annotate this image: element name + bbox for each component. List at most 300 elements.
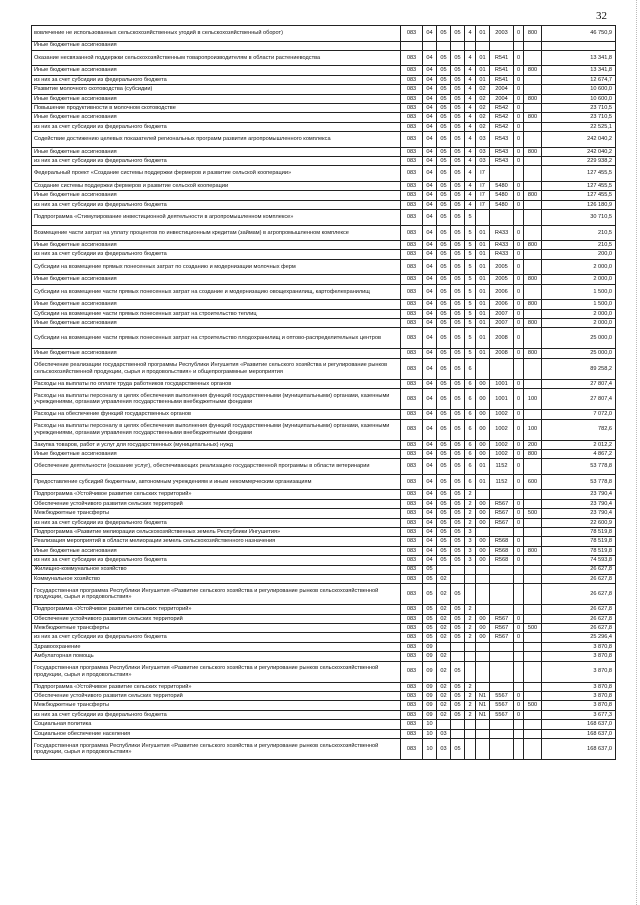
subprogram-code-cell [465, 584, 476, 605]
subsection-code-cell: 05 [437, 527, 451, 536]
extra-code-cell: 0 [514, 379, 524, 388]
ministry-code-cell: 083 [401, 710, 423, 719]
program-code-cell: 05 [451, 614, 465, 623]
subsection-code-cell: 02 [437, 661, 451, 682]
section-code-cell: 04 [423, 75, 437, 84]
direction-code-cell: 5567 [490, 692, 514, 701]
ministry-code-cell: 083 [401, 509, 423, 518]
section-code-cell: 10 [423, 729, 437, 738]
row-name-cell: из них за счет субсидии из федерального бюджета [32, 75, 401, 84]
event-code-cell [476, 527, 490, 536]
section-code-cell: 09 [423, 682, 437, 691]
section-code-cell: 04 [423, 157, 437, 166]
table-row [32, 720, 616, 729]
subsection-code-cell: 05 [437, 275, 451, 284]
table-row [32, 85, 616, 94]
ministry-code-cell: 083 [401, 275, 423, 284]
direction-code-cell: 1002 [490, 449, 514, 458]
subsection-code-cell: 02 [437, 574, 451, 583]
amount-cell: 53 778,8 [542, 459, 616, 475]
expense-type-cell [524, 729, 542, 738]
subprogram-code-cell [465, 41, 476, 50]
subprogram-code-cell: 5 [465, 210, 476, 226]
event-code-cell: 03 [476, 132, 490, 148]
section-code-cell: 04 [423, 250, 437, 259]
expense-type-cell [524, 499, 542, 508]
table-row [32, 157, 616, 166]
program-code-cell: 05 [451, 738, 465, 759]
event-code-cell [476, 738, 490, 759]
ministry-code-cell: 083 [401, 241, 423, 250]
row-name-cell: Коммунальное хозяйство [32, 574, 401, 583]
expense-type-cell [524, 122, 542, 131]
ministry-code-cell: 083 [401, 358, 423, 379]
event-code-cell: 00 [476, 546, 490, 555]
section-code-cell: 05 [423, 624, 437, 633]
ministry-code-cell: 083 [401, 720, 423, 729]
subsection-code-cell: 05 [437, 191, 451, 200]
row-name-cell: Иные бюджетные ассигнования [32, 319, 401, 328]
section-code-cell: 04 [423, 556, 437, 565]
extra-code-cell [514, 642, 524, 651]
section-code-cell: 04 [423, 474, 437, 490]
ministry-code-cell: 083 [401, 701, 423, 710]
table-row [32, 166, 616, 182]
direction-code-cell: 1152 [490, 474, 514, 490]
extra-code-cell: 0 [514, 440, 524, 449]
extra-code-cell: 0 [514, 75, 524, 84]
subprogram-code-cell: 3 [465, 527, 476, 536]
table-row [32, 490, 616, 499]
ministry-code-cell: 083 [401, 499, 423, 508]
amount-cell: 23 710,5 [542, 113, 616, 122]
ministry-code-cell: 083 [401, 440, 423, 449]
extra-code-cell: 0 [514, 633, 524, 642]
event-code-cell: 01 [476, 328, 490, 349]
program-code-cell: 05 [451, 132, 465, 148]
row-name-cell: из них за счет субсидии из федерального бюджета [32, 518, 401, 527]
event-code-cell: I7 [476, 166, 490, 182]
subsection-code-cell: 05 [437, 75, 451, 84]
table-row [32, 633, 616, 642]
program-code-cell: 05 [451, 147, 465, 156]
extra-code-cell: 0 [514, 389, 524, 410]
expense-type-cell [524, 157, 542, 166]
program-code-cell: 05 [451, 490, 465, 499]
event-code-cell: 01 [476, 284, 490, 300]
subsection-code-cell: 05 [437, 210, 451, 226]
direction-code-cell: 5480 [490, 181, 514, 190]
ministry-code-cell: 083 [401, 633, 423, 642]
amount-cell [542, 41, 616, 50]
table-row [32, 328, 616, 349]
expense-type-cell: 800 [524, 113, 542, 122]
event-code-cell: N1 [476, 692, 490, 701]
expense-type-cell [524, 132, 542, 148]
event-code-cell: 00 [476, 379, 490, 388]
row-name-cell: Иные бюджетные ассигнования [32, 449, 401, 458]
event-code-cell: 00 [476, 537, 490, 546]
subsection-code-cell: 05 [437, 166, 451, 182]
ministry-code-cell: 083 [401, 624, 423, 633]
amount-cell: 2 000,0 [542, 259, 616, 275]
program-code-cell [451, 729, 465, 738]
event-code-cell: 01 [476, 349, 490, 358]
direction-code-cell: 2008 [490, 349, 514, 358]
amount-cell: 127 455,5 [542, 181, 616, 190]
expense-type-cell [524, 379, 542, 388]
section-code-cell: 09 [423, 692, 437, 701]
section-code-cell: 04 [423, 349, 437, 358]
subprogram-code-cell: 4 [465, 103, 476, 112]
direction-code-cell [490, 358, 514, 379]
row-name-cell: Государственная программа Республики Ингушетия «Развитие сельского хозяйства и регулирование рынков сельскохозяйственной продукции, сырья и продовольствия» [32, 738, 401, 759]
subsection-code-cell: 05 [437, 66, 451, 75]
amount-cell: 78 519,8 [542, 537, 616, 546]
row-name-cell: из них за счет субсидии из федерального бюджета [32, 633, 401, 642]
subsection-code-cell: 05 [437, 410, 451, 419]
amount-cell: 78 519,8 [542, 546, 616, 555]
event-code-cell: 01 [476, 75, 490, 84]
table-row [32, 624, 616, 633]
expense-type-cell: 500 [524, 701, 542, 710]
extra-code-cell: 0 [514, 50, 524, 66]
table-row [32, 605, 616, 614]
event-code-cell: 00 [476, 556, 490, 565]
expense-type-cell [524, 537, 542, 546]
subprogram-code-cell: 5 [465, 284, 476, 300]
row-name-cell: Иные бюджетные ассигнования [32, 41, 401, 50]
amount-cell: 3 870,8 [542, 652, 616, 661]
row-name-cell: Расходы на выплаты по оплате труда работников государственных органов [32, 379, 401, 388]
expense-type-cell [524, 309, 542, 318]
section-code-cell: 04 [423, 499, 437, 508]
table-row [32, 259, 616, 275]
table-row [32, 710, 616, 719]
table-row [32, 94, 616, 103]
section-code-cell: 04 [423, 103, 437, 112]
expense-type-cell: 800 [524, 94, 542, 103]
event-code-cell [476, 210, 490, 226]
subsection-code-cell: 05 [437, 474, 451, 490]
subprogram-code-cell [465, 652, 476, 661]
row-name-cell: Иные бюджетные ассигнования [32, 300, 401, 309]
table-row [32, 358, 616, 379]
subprogram-code-cell: 3 [465, 546, 476, 555]
direction-code-cell: 2004 [490, 94, 514, 103]
subsection-code-cell: 05 [437, 50, 451, 66]
amount-cell: 26 627,8 [542, 614, 616, 623]
subsection-code-cell: 05 [437, 449, 451, 458]
subprogram-code-cell: 2 [465, 499, 476, 508]
expense-type-cell [524, 50, 542, 66]
subprogram-code-cell: 6 [465, 440, 476, 449]
expense-type-cell: 100 [524, 389, 542, 410]
section-code-cell: 04 [423, 328, 437, 349]
direction-code-cell: 2006 [490, 284, 514, 300]
subsection-code-cell: 05 [437, 250, 451, 259]
table-row [32, 122, 616, 131]
event-code-cell: 01 [476, 319, 490, 328]
table-row [32, 527, 616, 536]
direction-code-cell [490, 720, 514, 729]
direction-code-cell: 2007 [490, 319, 514, 328]
expense-type-cell [524, 682, 542, 691]
extra-code-cell: 0 [514, 556, 524, 565]
subprogram-code-cell: 5 [465, 225, 476, 241]
subsection-code-cell: 05 [437, 309, 451, 318]
subprogram-code-cell: 5 [465, 250, 476, 259]
extra-code-cell: 0 [514, 147, 524, 156]
extra-code-cell: 0 [514, 546, 524, 555]
event-code-cell [476, 652, 490, 661]
amount-cell: 126 180,9 [542, 200, 616, 209]
extra-code-cell: 0 [514, 200, 524, 209]
event-code-cell: I7 [476, 191, 490, 200]
program-code-cell: 05 [451, 499, 465, 508]
ministry-code-cell: 083 [401, 652, 423, 661]
subprogram-code-cell: 5 [465, 275, 476, 284]
section-code-cell: 04 [423, 181, 437, 190]
expense-type-cell: 800 [524, 26, 542, 42]
extra-code-cell: 0 [514, 410, 524, 419]
extra-code-cell: 0 [514, 692, 524, 701]
row-name-cell: из них за счет субсидии из федерального бюджета [32, 710, 401, 719]
section-code-cell: 04 [423, 389, 437, 410]
expense-type-cell [524, 565, 542, 574]
subprogram-code-cell: 6 [465, 389, 476, 410]
ministry-code-cell: 083 [401, 181, 423, 190]
row-name-cell: Содействие достижению целевых показателей региональных программ развития агропромышленного комплекса [32, 132, 401, 148]
direction-code-cell: 1001 [490, 379, 514, 388]
expense-type-cell [524, 642, 542, 651]
ministry-code-cell: 083 [401, 75, 423, 84]
program-code-cell: 05 [451, 328, 465, 349]
direction-code-cell: 1002 [490, 419, 514, 440]
row-name-cell: из них за счет субсидии из федерального бюджета [32, 556, 401, 565]
direction-code-cell: 2008 [490, 328, 514, 349]
event-code-cell: 01 [476, 250, 490, 259]
extra-code-cell: 0 [514, 624, 524, 633]
table-row [32, 509, 616, 518]
subsection-code-cell: 05 [437, 157, 451, 166]
amount-cell: 10 600,0 [542, 85, 616, 94]
table-row [32, 66, 616, 75]
table-row [32, 225, 616, 241]
subprogram-code-cell: 2 [465, 701, 476, 710]
section-code-cell: 04 [423, 284, 437, 300]
subprogram-code-cell: 6 [465, 379, 476, 388]
extra-code-cell: 0 [514, 614, 524, 623]
expense-type-cell [524, 259, 542, 275]
table-row [32, 103, 616, 112]
direction-code-cell: 1152 [490, 459, 514, 475]
amount-cell: 3 870,8 [542, 692, 616, 701]
extra-code-cell: 0 [514, 132, 524, 148]
row-name-cell: Возмещение части затрат на уплату процентов по инвестиционным кредитам (займам) в агропромышленном комплексе [32, 225, 401, 241]
ministry-code-cell: 083 [401, 546, 423, 555]
table-row [32, 652, 616, 661]
program-code-cell: 05 [451, 26, 465, 42]
extra-code-cell [514, 729, 524, 738]
table-row [32, 41, 616, 50]
subsection-code-cell: 05 [437, 94, 451, 103]
direction-code-cell [490, 565, 514, 574]
program-code-cell: 05 [451, 85, 465, 94]
event-code-cell: 01 [476, 241, 490, 250]
table-row [32, 556, 616, 565]
event-code-cell: 00 [476, 440, 490, 449]
row-name-cell: из них за счет субсидии из федерального бюджета [32, 122, 401, 131]
event-code-cell: 01 [476, 474, 490, 490]
amount-cell: 1 500,0 [542, 300, 616, 309]
row-name-cell: из них за счет субсидии из федерального бюджета [32, 250, 401, 259]
section-code-cell: 04 [423, 191, 437, 200]
subsection-code-cell: 02 [437, 701, 451, 710]
expense-type-cell: 800 [524, 191, 542, 200]
row-name-cell: Подпрограмма «Развитие мелиорации сельскохозяйственных земель Республики Ингушетия» [32, 527, 401, 536]
program-code-cell: 05 [451, 113, 465, 122]
section-code-cell: 04 [423, 490, 437, 499]
extra-code-cell: 0 [514, 349, 524, 358]
row-name-cell: из них за счет субсидии из федерального бюджета [32, 200, 401, 209]
subsection-code-cell: 05 [437, 358, 451, 379]
subsection-code-cell: 02 [437, 605, 451, 614]
subsection-code-cell: 05 [437, 459, 451, 475]
extra-code-cell: 0 [514, 710, 524, 719]
table-row [32, 132, 616, 148]
subsection-code-cell [437, 41, 451, 50]
ministry-code-cell: 083 [401, 661, 423, 682]
amount-cell: 22 525,1 [542, 122, 616, 131]
event-code-cell: 00 [476, 449, 490, 458]
subprogram-code-cell: 4 [465, 66, 476, 75]
ministry-code-cell: 083 [401, 614, 423, 623]
expense-type-cell [524, 633, 542, 642]
table-row [32, 738, 616, 759]
table-row [32, 319, 616, 328]
program-code-cell: 05 [451, 66, 465, 75]
expense-type-cell: 200 [524, 440, 542, 449]
section-code-cell: 04 [423, 358, 437, 379]
ministry-code-cell: 083 [401, 259, 423, 275]
subprogram-code-cell: 4 [465, 113, 476, 122]
program-code-cell: 05 [451, 210, 465, 226]
table-row [32, 410, 616, 419]
subprogram-code-cell: 6 [465, 410, 476, 419]
table-row [32, 474, 616, 490]
row-name-cell: Подпрограмма «Стимулирование инвестиционной деятельности в агропромышленном комплексе» [32, 210, 401, 226]
subprogram-code-cell: 4 [465, 132, 476, 148]
event-code-cell: 00 [476, 509, 490, 518]
extra-code-cell: 0 [514, 241, 524, 250]
amount-cell: 26 627,8 [542, 624, 616, 633]
extra-code-cell: 0 [514, 122, 524, 131]
amount-cell: 2 000,0 [542, 275, 616, 284]
expense-type-cell [524, 605, 542, 614]
event-code-cell: 02 [476, 113, 490, 122]
table-row [32, 499, 616, 508]
program-code-cell: 05 [451, 379, 465, 388]
table-row [32, 284, 616, 300]
expense-type-cell [524, 738, 542, 759]
extra-code-cell [514, 527, 524, 536]
direction-code-cell: 2007 [490, 309, 514, 318]
program-code-cell: 05 [451, 556, 465, 565]
event-code-cell [476, 584, 490, 605]
program-code-cell: 05 [451, 284, 465, 300]
ministry-code-cell: 083 [401, 556, 423, 565]
row-name-cell: Реализация мероприятий в области мелиорации земель сельскохозяйственного назначения [32, 537, 401, 546]
ministry-code-cell: 083 [401, 132, 423, 148]
extra-code-cell [514, 584, 524, 605]
event-code-cell: 02 [476, 103, 490, 112]
direction-code-cell: 5480 [490, 191, 514, 200]
amount-cell: 3 870,8 [542, 682, 616, 691]
event-code-cell [476, 490, 490, 499]
direction-code-cell: 2005 [490, 275, 514, 284]
ministry-code-cell: 083 [401, 122, 423, 131]
expense-type-cell [524, 85, 542, 94]
expense-type-cell [524, 41, 542, 50]
direction-code-cell: 1001 [490, 389, 514, 410]
ministry-code-cell: 083 [401, 300, 423, 309]
subsection-code-cell: 05 [437, 225, 451, 241]
amount-cell: 168 637,0 [542, 738, 616, 759]
row-name-cell: Подпрограмма «Устойчивое развитие сельских территорий» [32, 490, 401, 499]
program-code-cell: 05 [451, 410, 465, 419]
amount-cell: 74 593,8 [542, 556, 616, 565]
subprogram-code-cell: 3 [465, 537, 476, 546]
amount-cell: 22 600,9 [542, 518, 616, 527]
program-code-cell: 05 [451, 546, 465, 555]
row-name-cell: Жилищно-коммунальное хозяйство [32, 565, 401, 574]
row-name-cell: Межбюджетные трансферты [32, 624, 401, 633]
subsection-code-cell: 05 [437, 537, 451, 546]
row-name-cell: Обеспечение деятельности (оказание услуг), обеспечивающих реализацию государственной программы в области ветеринарии [32, 459, 401, 475]
section-code-cell: 04 [423, 94, 437, 103]
expense-type-cell: 800 [524, 349, 542, 358]
subsection-code-cell: 05 [437, 259, 451, 275]
ministry-code-cell: 083 [401, 50, 423, 66]
row-name-cell: Иные бюджетные ассигнования [32, 147, 401, 156]
direction-code-cell [490, 584, 514, 605]
amount-cell: 27 807,4 [542, 379, 616, 388]
table-row [32, 574, 616, 583]
row-name-cell: Обеспечение устойчивого развития сельских территорий [32, 692, 401, 701]
program-code-cell: 05 [451, 419, 465, 440]
section-code-cell: 04 [423, 66, 437, 75]
amount-cell: 2 012,2 [542, 440, 616, 449]
section-code-cell: 04 [423, 546, 437, 555]
direction-code-cell [490, 166, 514, 182]
section-code-cell [423, 41, 437, 50]
subsection-code-cell: 03 [437, 738, 451, 759]
subsection-code-cell: 05 [437, 181, 451, 190]
direction-code-cell: R543 [490, 132, 514, 148]
expense-type-cell [524, 710, 542, 719]
event-code-cell: N1 [476, 710, 490, 719]
subprogram-code-cell: 6 [465, 474, 476, 490]
table-row [32, 147, 616, 156]
extra-code-cell: 0 [514, 537, 524, 546]
table-row [32, 389, 616, 410]
subprogram-code-cell: 2 [465, 682, 476, 691]
ministry-code-cell: 083 [401, 389, 423, 410]
table-row [32, 191, 616, 200]
extra-code-cell [514, 166, 524, 182]
subsection-code-cell: 02 [437, 584, 451, 605]
